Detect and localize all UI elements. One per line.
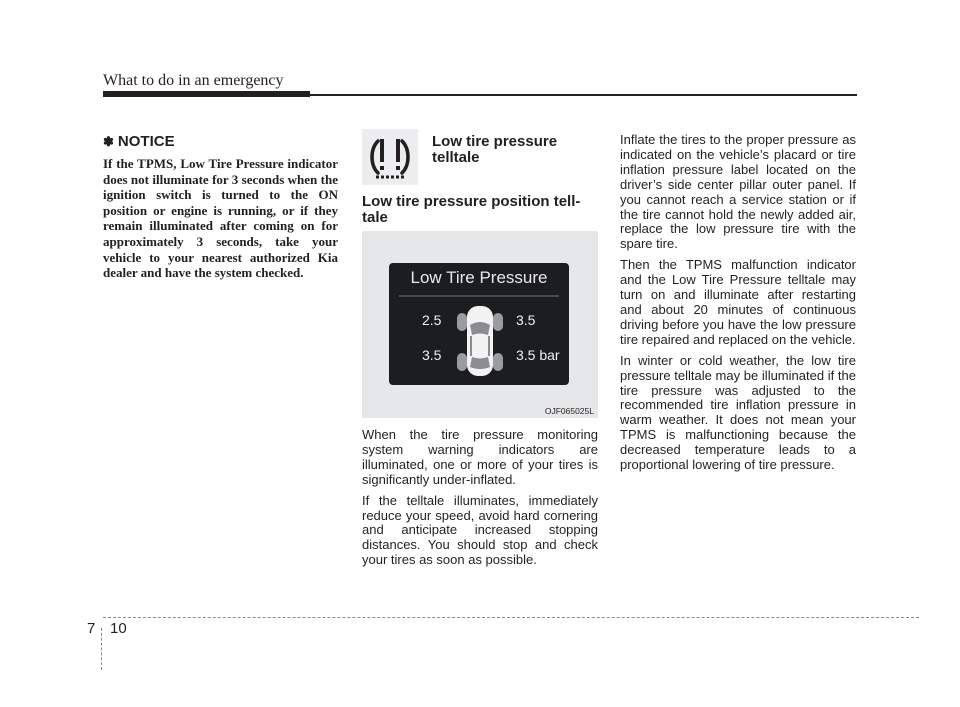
paragraph: If the telltale illuminates, immediately reduce your speed, avoid hard cornering and anticipate increased stopping distances. You should stop and check your tires as soon as possible. bbox=[362, 492, 598, 568]
tire-pressure-warning-icon bbox=[362, 129, 418, 185]
section-title-telltale bbox=[432, 134, 572, 166]
chapter-number: 7 bbox=[87, 620, 96, 637]
cluster-screen bbox=[389, 263, 569, 385]
column-3-text bbox=[620, 133, 856, 479]
notice-body: If the TPMS, Low Tire Pressure indicator does not illuminate for 3 seconds when the ignition switch is turned to the ON position or engine is running, or if they remain illuminated after coming on for approximately 3 seconds, take your vehicle to your nearest authorized Kia dealer and have the system checked. bbox=[103, 156, 338, 281]
notice-box bbox=[103, 133, 338, 281]
notice-title: NOTICE bbox=[117, 133, 175, 150]
section-title-line2: telltale bbox=[432, 149, 480, 166]
page-number: 10 bbox=[110, 620, 127, 637]
running-header: What to do in an emergency bbox=[103, 72, 284, 89]
paragraph: When the tire pressure monitoring system warning indicators are illuminated, one or more of your tires is significantly under-inflated. bbox=[362, 427, 598, 487]
tpms-display-figure bbox=[362, 231, 598, 418]
screen-title: Low Tire Pressure bbox=[410, 268, 548, 287]
section-title-line1: Low tire pressure bbox=[432, 133, 558, 150]
subsection-title-position bbox=[362, 194, 602, 226]
front-right-pressure: 3.5 bbox=[516, 312, 536, 328]
notice-star-icon: ✽ bbox=[103, 134, 114, 149]
figure-code: OJF065025L bbox=[544, 406, 594, 416]
footer-rule bbox=[103, 617, 919, 618]
front-left-pressure: 2.5 bbox=[422, 312, 442, 328]
footer-divider bbox=[101, 628, 102, 670]
rear-right-pressure: 3.5 bar bbox=[516, 347, 560, 363]
paragraph: Then the TPMS malfunction indicator and the Low Tire Pressure telltale may turn on and illuminate after restarting and about 20 minutes of continuous driving before you have the low pressure tire repaired and replaced on the vehicle. bbox=[620, 257, 856, 347]
subsection-title-line2: tale bbox=[362, 209, 388, 226]
screen-divider bbox=[399, 295, 559, 297]
column-2-text bbox=[362, 428, 598, 574]
header-rule-accent bbox=[103, 91, 310, 97]
paragraph: In winter or cold weather, the low tire pressure telltale may be illuminated if the tire pressure was adjusted to the recommended tire inflation pressure in warm weather. It does not mean your TPMS is malfunctioning because the decreased temperature leads to a proportional lowering of tire pressure. bbox=[620, 352, 856, 473]
paragraph: Inflate the tires to the proper pressure as indicated on the vehicle’s placard or tire inflation pressure label located on the driver’s side center pillar outer panel. If you cannot reach a service station or if the tire cannot hold the newly added air, replace the low pressure tire with the spare tire. bbox=[620, 132, 856, 252]
rear-left-pressure: 3.5 bbox=[422, 347, 442, 363]
car-top-view-icon bbox=[455, 303, 505, 381]
notice-heading bbox=[103, 133, 338, 150]
subsection-title-line1: Low tire pressure position tell- bbox=[362, 193, 581, 210]
